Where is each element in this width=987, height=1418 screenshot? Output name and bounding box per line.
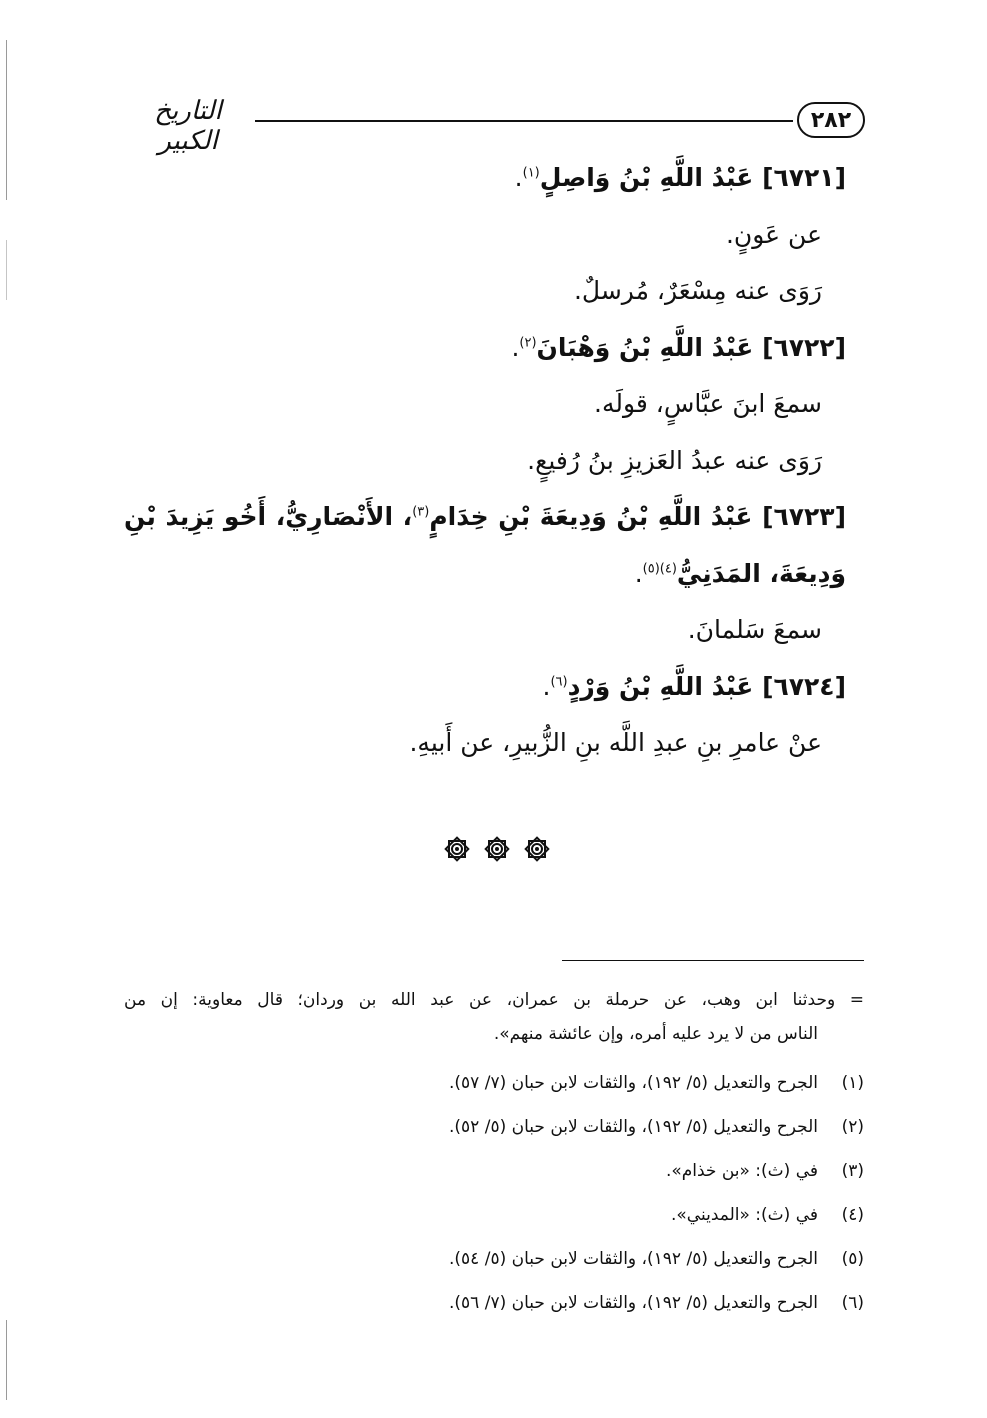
main-text [124,150,846,772]
footnote-number: (٤) [841,1205,864,1225]
footnote-separator [562,960,864,961]
footnote-item [124,1193,864,1237]
footnote-text: في (ث): «بن خذام». [665,1161,818,1181]
entry-6721 [124,150,846,207]
entry-heading: [٦٧٢٤] عَبْدُ اللَّهِ بْنُ وَرْدٍ [567,671,846,701]
text-line: عن عَونٍ. [725,219,822,249]
footnote-number: (٣) [841,1161,864,1181]
footnote-list [124,1061,864,1325]
book-title: التاريخ الكبير [154,96,222,156]
text-line: رَوَى عنه عبدُ العَزيزِ بنُ رُفيعٍ. [527,445,822,475]
footnote-ref: (٣) [412,504,430,520]
footnote-ref: (٦) [550,674,568,690]
footnote-text: الجرح والتعديل (٥/ ١٩٢)، والثقات لابن حبان (٥/ ٥٢). [449,1117,818,1137]
entry-heading-continued: ، الأَنْصَارِيُّ، أَخُو يَزِيدَ بْنِ [124,502,413,531]
punctuation: . [511,332,520,362]
punctuation: . [542,671,551,701]
footnotes [124,983,864,1325]
scan-edge-mark [6,40,7,200]
footnote-number: (١) [841,1073,864,1093]
footnote-number: (٦) [841,1293,864,1313]
footnote-item [124,1105,864,1149]
entry-heading: [٦٧٢١] عَبْدُ اللَّهِ بْنُ وَاصِلٍ [539,163,846,192]
footnote-text: الجرح والتعديل (٥/ ١٩٢)، والثقات لابن حبان (٧/ ٥٦). [449,1293,818,1313]
entry-6724 [124,659,846,716]
entry-heading: [٦٧٢٣] عَبْدُ اللَّهِ بْنُ وَدِيعَةَ بْنِ خِدَامٍ [429,502,846,531]
entry-heading: وَدِيعَةَ، المَدَنِيُّ [676,558,846,588]
footnote-item [124,1281,864,1325]
footnote-text: الجرح والتعديل (٥/ ١٩٢)، والثقات لابن حبان (٥/ ٥٤). [449,1249,818,1269]
entry-6723 [124,489,846,546]
footnote-item [124,1237,864,1281]
footnote-ref: (٢) [519,335,537,351]
footnote-item [124,1061,864,1105]
entry-heading: [٦٧٢٢] عَبْدُ اللَّهِ بْنُ وَهْبَانَ [536,332,846,362]
footnote-number: (٥) [841,1249,864,1269]
footnote-ref: (٤)(٥) [642,561,677,577]
punctuation: . [514,163,523,192]
text-line: سمعَ سَلمانَ. [687,615,822,644]
entry-6722 [124,320,846,377]
footnote-continuation: الناس من لا يرد عليه أمره، وإن عائشة منهم». [493,1024,818,1044]
scan-edge-mark [6,1320,7,1400]
running-header [125,96,865,156]
footnote-text: الجرح والتعديل (٥/ ١٩٢)، والثقات لابن حبان (٧/ ٥٧). [449,1073,818,1093]
footnote-item [124,1149,864,1193]
scan-edge-mark [6,240,7,300]
punctuation: . [634,558,643,588]
text-line: سمعَ ابنَ عبَّاسٍ، قولَه. [594,389,822,418]
rosette-ornament-icon [482,834,512,864]
footnote-number: (٢) [841,1117,864,1137]
rosette-ornament-icon [442,834,472,864]
footnote-ref: (١) [522,165,540,181]
page-number: ٢٨٢ [797,102,865,138]
text-line: رَوَى عنه مِسْعَرٌ، مُرسلٌ. [573,276,822,305]
entry-6723-continued [124,546,846,603]
footnote-text: في (ث): «المديني». [671,1205,818,1225]
rosette-ornament-icon [522,834,552,864]
section-end-ornaments [442,834,552,866]
footnote-continuation: = وحدثنا ابن وهب، عن حرملة بن عمران، عن عبد الله بن وردان؛ قال معاوية: إن من [124,990,864,1010]
header-rule [255,120,793,122]
text-line: عنْ عامرِ بنِ عبدِ اللَّه بنِ الزُّبيرِ، عن أَبيهِ. [409,728,822,757]
